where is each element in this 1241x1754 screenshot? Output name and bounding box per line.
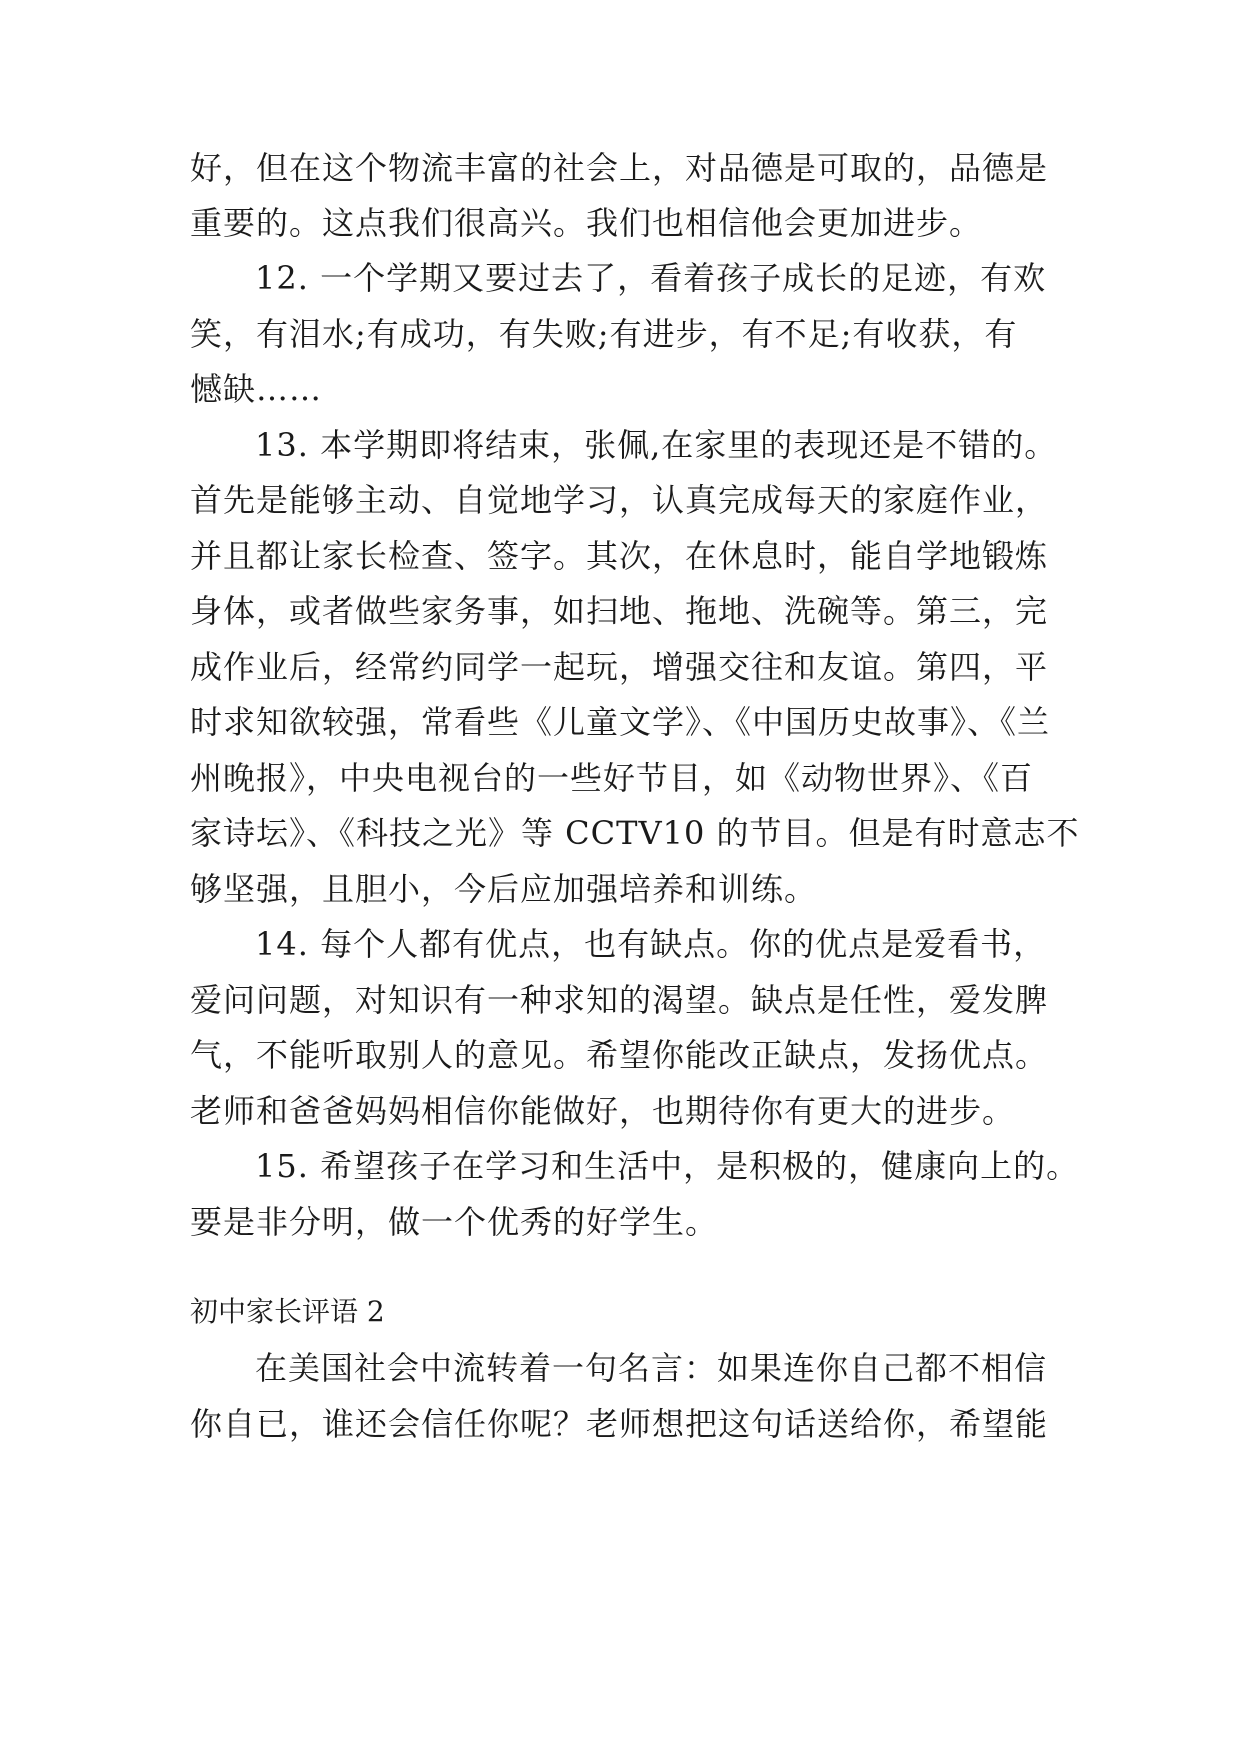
text-line: 爱问问题，对知识有一种求知的渴望。缺点是任性，爱发脾 [190, 981, 1049, 1019]
text-line: 重要的。这点我们很高兴。我们也相信他会更加进步。 [190, 204, 983, 242]
paragraph-start: 在美国社会中流转着一句名言：如果连你自己都不相信 [255, 1349, 1048, 1387]
paragraph-12-start: 12. 一个学期又要过去了，看着孩子成长的足迹，有欢 [255, 259, 1047, 297]
text-line: 首先是能够主动、自觉地学习，认真完成每天的家庭作业， [190, 481, 1049, 519]
paragraph-15-start: 15. 希望孩子在学习和生活中，是积极的，健康向上的。 [255, 1147, 1080, 1185]
text-line: 好，但在这个物流丰富的社会上，对品德是可取的，品德是 [190, 149, 1049, 187]
paragraph-13-start: 13. 本学期即将结束，张佩,在家里的表现还是不错的。 [255, 426, 1058, 464]
text-line: 要是非分明，做一个优秀的好学生。 [190, 1203, 719, 1241]
paragraph-14-start: 14. 每个人都有优点，也有缺点。你的优点是爱看书， [255, 925, 1047, 963]
text-line: 老师和爸爸妈妈相信你能做好，也期待你有更大的进步。 [190, 1092, 1016, 1130]
section-heading: 初中家长评语 2 [190, 1295, 385, 1328]
text-line: 时求知欲较强，常看些《儿童文学》、《中国历史故事》、《兰 [190, 703, 1051, 741]
text-line: 身体，或者做些家务事，如扫地、拖地、洗碗等。第三，完 [190, 592, 1049, 630]
text-line: 笑，有泪水;有成功，有失败;有进步，有不足;有收获，有 [190, 315, 1018, 353]
text-line: 家诗坛》、《科技之光》等 CCTV10 的节目。但是有时意志不 [190, 814, 1080, 852]
text-line: 憾缺…… [190, 370, 323, 408]
text-line: 够坚强，且胆小，今后应加强培养和训练。 [190, 870, 818, 908]
text-line: 气，不能听取别人的意见。希望你能改正缺点，发扬优点。 [190, 1036, 1049, 1074]
text-line: 并且都让家长检查、签字。其次，在休息时，能自学地锻炼 [190, 537, 1049, 575]
text-line: 州晚报》，中央电视台的一些好节目，如《动物世界》、《百 [190, 759, 1034, 797]
text-line: 你自已，谁还会信任你呢？老师想把这句话送给你，希望能 [190, 1405, 1049, 1443]
text-line: 成作业后，经常约同学一起玩，增强交往和友谊。第四，平 [190, 648, 1049, 686]
